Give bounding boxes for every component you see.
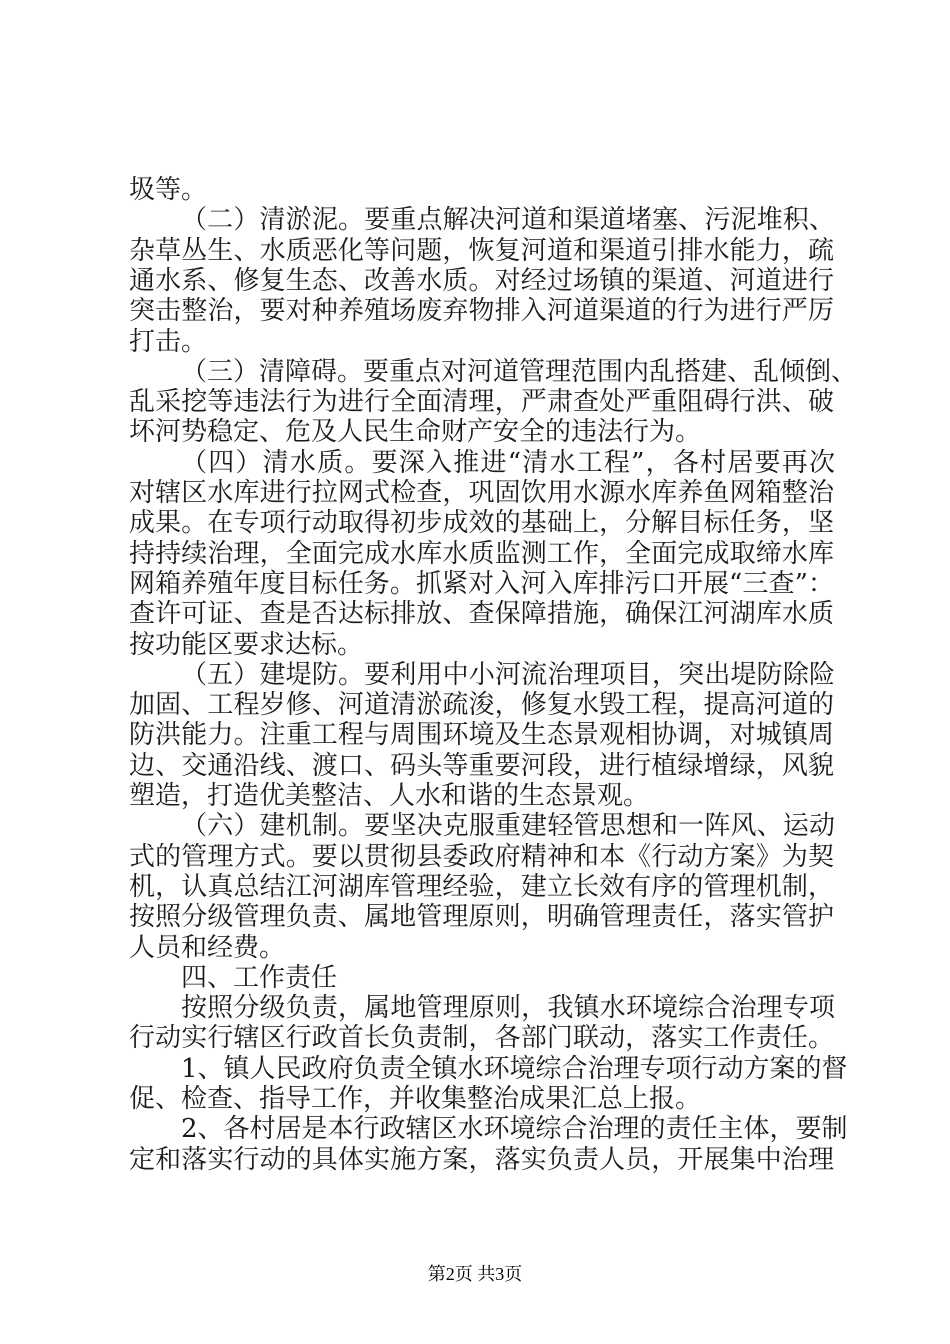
text-line-5: 突击整治，要对种养殖场废弃物排入河道渠道的行为进行严厉 (129, 296, 834, 327)
text-line-26: 人员和经费。 (129, 932, 286, 963)
page-footer: 第2页 共3页 (427, 1264, 523, 1284)
text-line-14: 网箱养殖年度目标任务。抓紧对入河入库排污口开展“三查”： (129, 568, 834, 599)
text-line-22: （六）建机制。要坚决克服重建轻管思想和一阵风、运动 (181, 811, 835, 842)
text-line-16: 按功能区要求达标。 (129, 629, 364, 660)
section-heading: 四、工作责任 (181, 962, 338, 993)
text-line-33: 定和落实行动的具体实施方案，落实负责人员，开展集中治理 (129, 1144, 834, 1175)
text-line-28: 按照分级负责，属地管理原则，我镇水环境综合治理专项 (181, 993, 835, 1024)
text-line-2: （二）清淤泥。要重点解决河道和渠道堵塞、污泥堆积、 (181, 205, 835, 236)
text-line-7: （三）清障碍。要重点对河道管理范围内乱搭建、乱倾倒、 (181, 356, 858, 387)
text-line-29: 行动实行辖区行政首长负责制，各部门联动，落实工作责任。 (129, 1023, 834, 1054)
text-line-19: 防洪能力。注重工程与周围环境及生态景观相协调，对城镇周 (129, 720, 834, 751)
text-line-9: 坏河势稳定、危及人民生命财产安全的违法行为。 (129, 417, 702, 448)
text-line-21: 塑造，打造优美整洁、人水和谐的生态景观。 (129, 781, 650, 811)
text-line-15: 查许可证、查是否达标排放、查保障措施，确保江河湖库水质 (129, 599, 834, 630)
text-line-20: 边、交通沿线、渡口、码头等重要河段，进行植绿增绿，风貌 (129, 750, 834, 781)
text-line-32: 2、各村居是本行政辖区水环境综合治理的责任主体，要制 (181, 1114, 848, 1145)
text-line-11: 对辖区水库进行拉网式检查，巩固饮用水源水库养鱼网箱整治 (129, 478, 834, 508)
text-line-25: 按照分级管理负责、属地管理原则，明确管理责任，落实管护 (129, 902, 834, 933)
text-line-3: 杂草丛生、水质恶化等问题，恢复河道和渠道引排水能力，疏 (129, 235, 834, 266)
text-line-6: 打击。 (129, 326, 208, 357)
text-line-30: 1、镇人民政府负责全镇水环境综合治理专项行动方案的督 (181, 1053, 848, 1084)
text-line-17: （五）建堤防。要利用中小河流治理项目，突出堤防除险 (181, 659, 835, 690)
text-line-10: （四）清水质。要深入推进“清水工程”，各村居要再次 (181, 447, 835, 478)
text-line-12: 成果。在专项行动取得初步成效的基础上，分解目标任务，坚 (129, 508, 834, 539)
text-line-18: 加固、工程岁修、河道清淤疏浚，修复水毁工程，提高河道的 (129, 690, 834, 721)
text-line-24: 机，认真总结江河湖库管理经验，建立长效有序的管理机制， (129, 871, 834, 902)
text-line-31: 促、检查、指导工作，并收集整治成果汇总上报。 (129, 1084, 702, 1114)
text-line-4: 通水系、修复生态、改善水质。对经过场镇的渠道、河道进行 (129, 265, 834, 296)
text-line-1: 圾等。 (129, 175, 208, 205)
text-line-23: 式的管理方式。要以贯彻县委政府精神和本《行动方案》为契 (129, 841, 834, 872)
text-line-8: 乱采挖等违法行为进行全面清理，严肃查处严重阻碍行洪、破 (129, 387, 834, 418)
text-line-13: 持持续治理，全面完成水库水质监测工作，全面完成取缔水库 (129, 538, 834, 569)
